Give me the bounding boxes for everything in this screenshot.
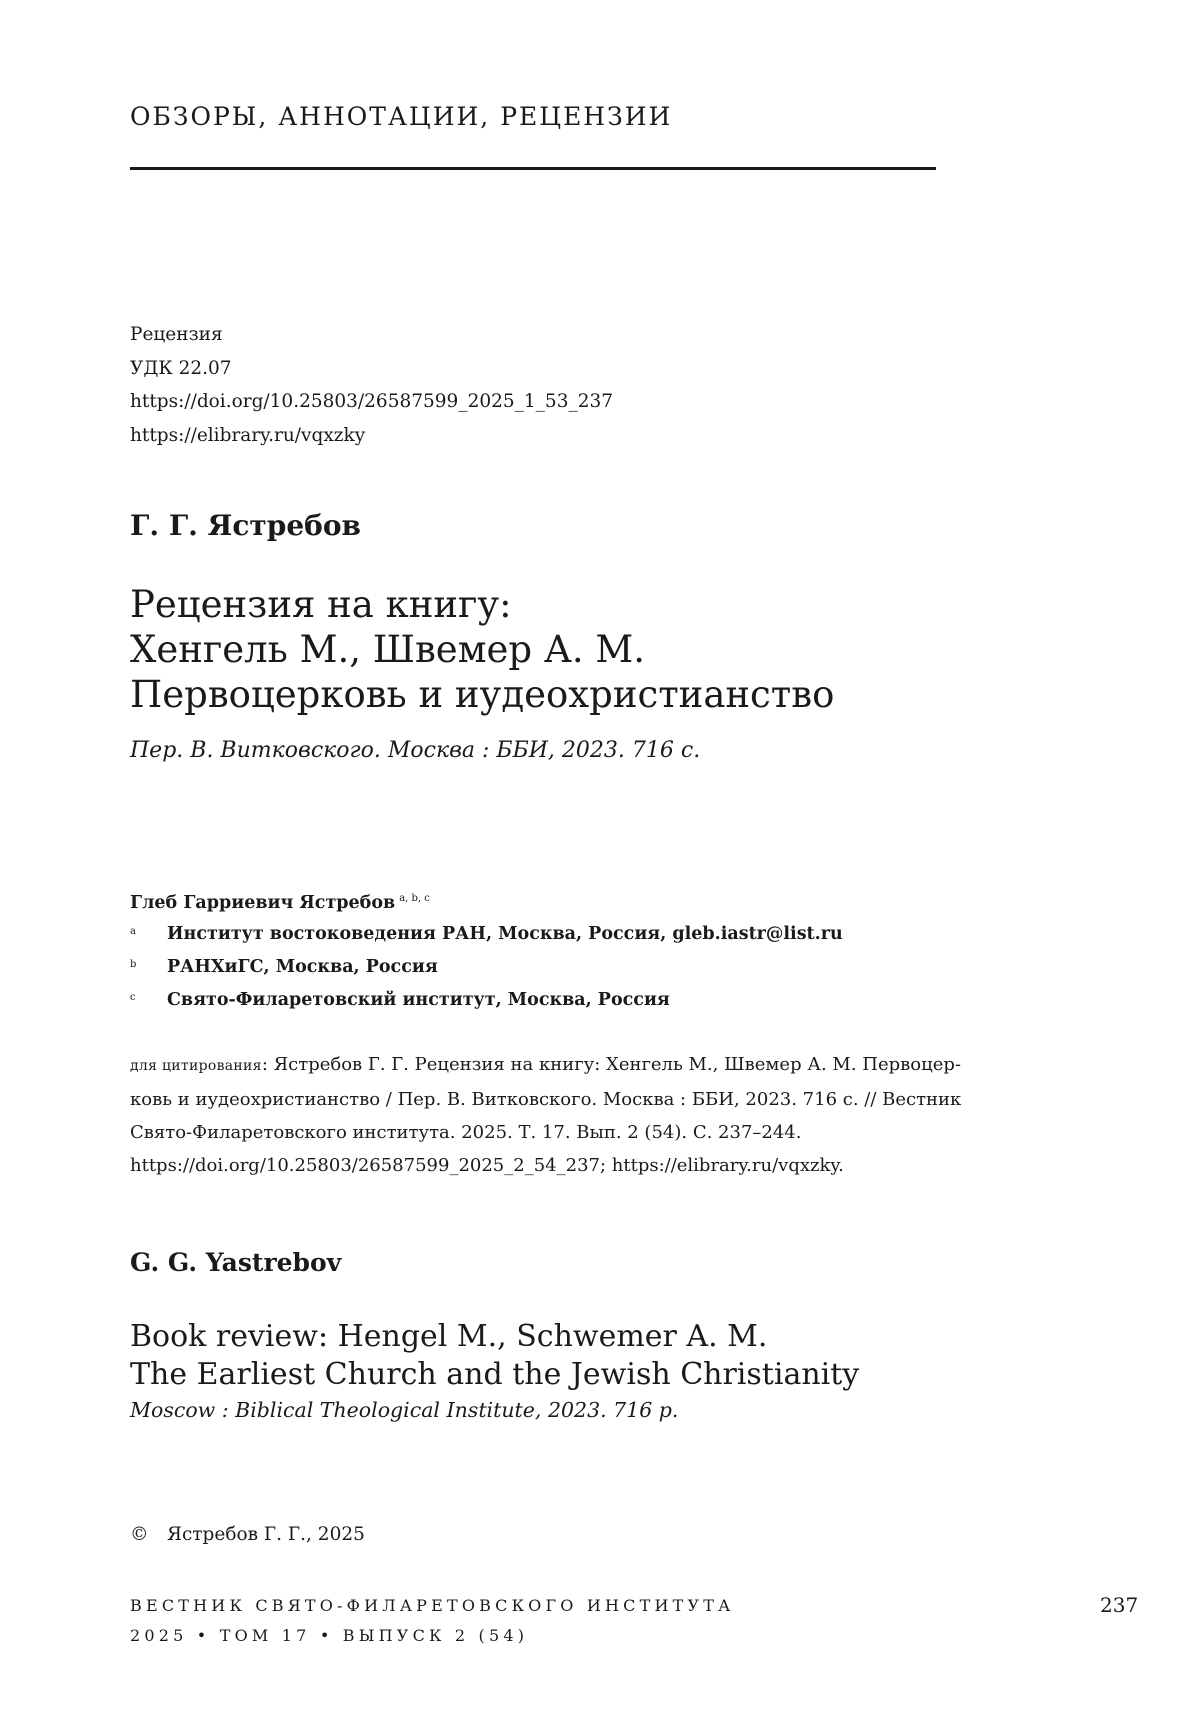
author-en: G. G. Yastrebov <box>130 1248 342 1277</box>
title-ru-line: Первоцерковь и иудеохристианство <box>130 673 835 716</box>
affiliation-item <box>130 984 843 1017</box>
affiliation-mark: a <box>130 925 136 937</box>
affiliation-mark: b <box>130 958 137 970</box>
copyright-text: Ястребов Г. Г., 2025 <box>167 1524 365 1545</box>
citation-block <box>130 1048 962 1182</box>
udk-code: УДК 22.07 <box>130 357 232 379</box>
citation-label: для цитирования <box>130 1058 262 1074</box>
title-en-line: Book review: Hengel M., Schwemer A. M. <box>130 1319 768 1354</box>
title-ru-line: Рецензия на книгу: <box>130 583 512 626</box>
article-type: Рецензия <box>130 324 223 345</box>
elibrary-link[interactable]: https://elibrary.ru/vqxzky <box>130 424 366 446</box>
copyright-line <box>130 1522 365 1548</box>
affiliation-item <box>130 951 843 984</box>
journal-name: ВЕСТНИК СВЯТО-ФИЛАРЕТОВСКОГО ИНСТИТУТА <box>130 1596 735 1615</box>
author-full-name <box>130 884 843 918</box>
copyright-icon: © <box>130 1524 149 1545</box>
header-rule <box>130 167 936 170</box>
citation-line: https://doi.org/10.25803/26587599_2025_2_54_237; https://elibrary.ru/vqxzky. <box>130 1155 844 1176</box>
title-ru-line: Хенгель М., Швемер А. М. <box>130 628 646 671</box>
title-en <box>130 1318 859 1394</box>
section-header: ОБЗОРЫ, АННОТАЦИИ, РЕЦЕНЗИИ <box>130 102 673 131</box>
journal-footer <box>130 1591 734 1651</box>
author-name-text: Глеб Гарриевич Ястребов <box>130 892 396 913</box>
doi-link[interactable]: https://doi.org/10.25803/26587599_2025_1_53_237 <box>130 391 614 412</box>
citation-line: ковь и иудеохристианство / Пер. В. Витковского. Москва : ББИ, 2023. 716 с. // Вестник <box>130 1089 962 1110</box>
affiliation-block <box>130 884 843 1017</box>
publication-en: Moscow : Biblical Theological Institute, 2023. 716 p. <box>130 1398 679 1422</box>
journal-issue: 2025 • ТОМ 17 • ВЫПУСК 2 (54) <box>130 1626 529 1645</box>
affiliation-item <box>130 918 843 951</box>
affiliation-text: Институт востоковедения РАН, Москва, Россия, gleb.iastr@list.ru <box>167 923 843 944</box>
affiliation-mark: c <box>130 991 136 1003</box>
affiliation-text: РАНХиГС, Москва, Россия <box>167 956 438 977</box>
affiliation-text: Свято-Филаретовский институт, Москва, Россия <box>167 989 670 1010</box>
author-ru: Г. Г. Ястребов <box>130 509 361 542</box>
article-meta <box>130 318 613 452</box>
affiliation-marks: a, b, c <box>399 893 430 904</box>
title-ru <box>130 582 834 717</box>
publication-ru: Пер. В. Витковского. Москва : ББИ, 2023. 716 с. <box>130 738 701 763</box>
citation-line: Свято-Филаретовского института. 2025. Т. 17. Вып. 2 (54). С. 237–244. <box>130 1122 802 1143</box>
title-en-line: The Earliest Church and the Jewish Christianity <box>130 1357 860 1392</box>
citation-line-text: : Ястребов Г. Г. Рецензия на книгу: Хенгель М., Швемер А. М. Первоцер- <box>261 1054 961 1075</box>
citation-line <box>130 1048 961 1083</box>
page-number: 237 <box>1100 1593 1139 1617</box>
